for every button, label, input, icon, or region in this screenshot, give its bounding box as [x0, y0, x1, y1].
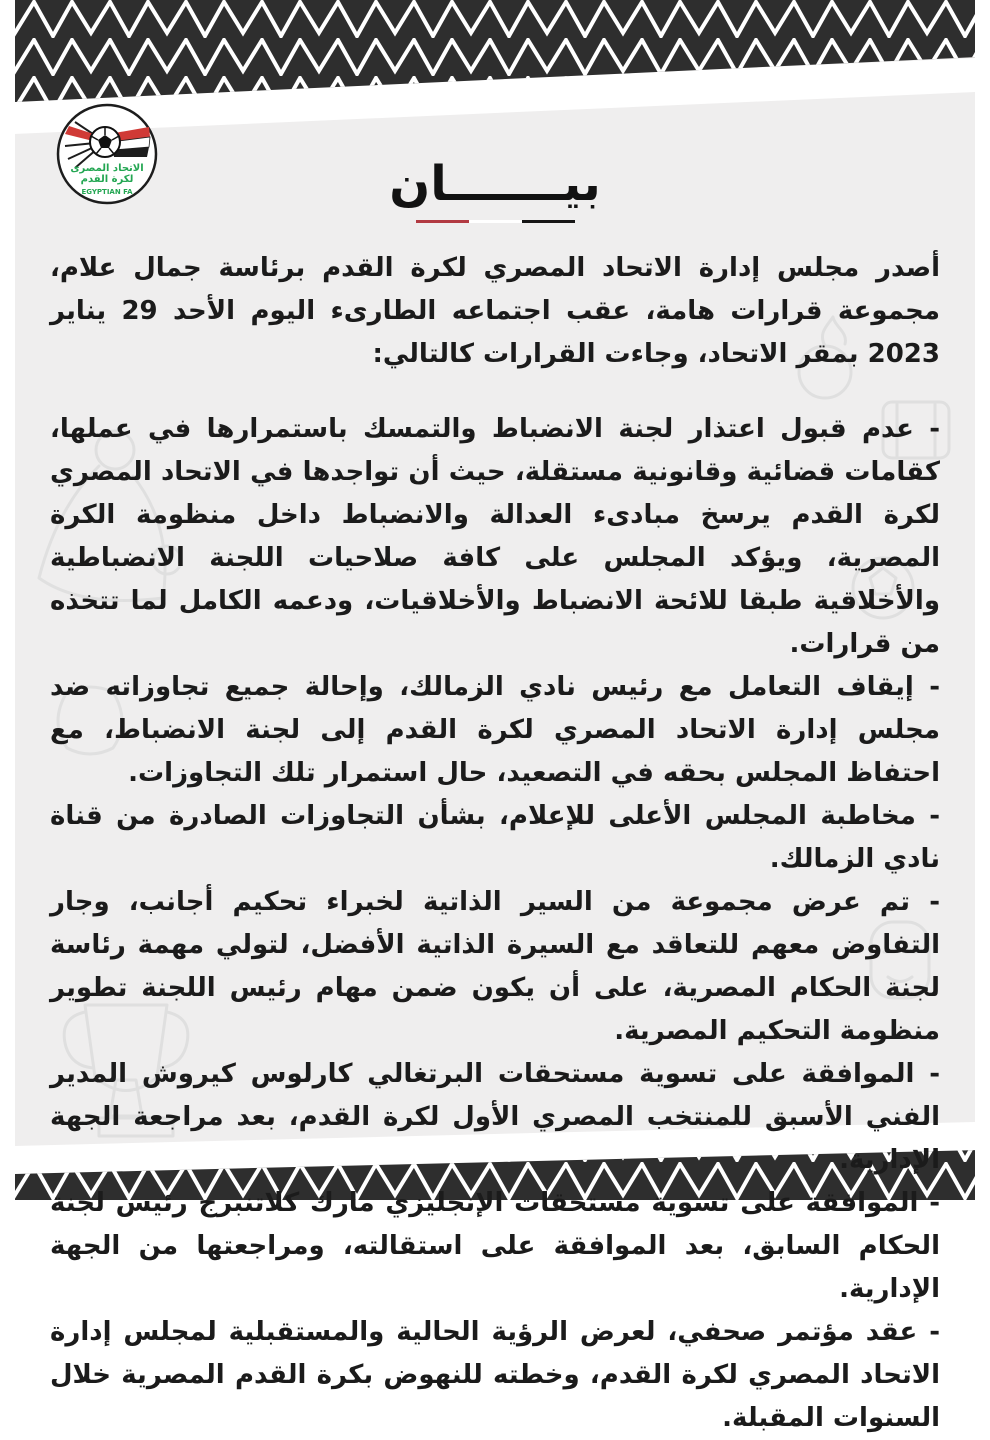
logo-arabic-name-line2: لكرة القدم — [80, 174, 134, 185]
decision-item: - إيقاف التعامل مع رئيس نادي الزمالك، وإحالة جميع تجاوزاته ضد مجلس إدارة الاتحاد المصري لكرة القدم إلى لجنة الانضباط، مع احتفاظ المجلس بحقه في التصعيد، حال استمرار تلك التجاوزات. — [50, 672, 940, 788]
flag-white-segment — [469, 220, 522, 223]
statement-card — [15, 0, 975, 1433]
flag-black-segment — [522, 220, 575, 223]
decision-item: - مخاطبة المجلس الأعلى للإعلام، بشأن التجاوزات الصادرة من قناة نادي الزمالك. — [50, 801, 940, 874]
statement-intro: أصدر مجلس إدارة الاتحاد المصري لكرة القدم برئاسة جمال علام، مجموعة قرارات هامة، عقب اجتماعه الطارىء اليوم الأحد 29 يناير 2023 بمقر الاتحاد، وجاءت القرارات كالتالي: — [50, 253, 940, 369]
logo-latin-name: EGYPTIAN FA — [81, 188, 133, 196]
decision-item: - عدم قبول اعتذار لجنة الانضباط والتمسك باستمرارها في عملها، كقامات قضائية وقانونية مستقلة، حيث أن تواجدها في الاتحاد المصري لكرة القدم يرسخ مبادىء العدالة والانضباط داخل منظومة الكرة المصرية، ويؤكد المجلس على كافة صلاحيات اللجنة الانضباطية والأخلاقية طبقا للائحة الانضباط والأخلاقيات، ودعمه الكامل لما تتخذه من قرارات. — [50, 414, 940, 659]
statement-body — [50, 247, 940, 1440]
decision-item: - الموافقة على تسوية مستحقات البرتغالي كارلوس كيروش المدير الفني الأسبق للمنتخب المصري الأول لكرة القدم، بعد مراجعة الجهة الإدارية. — [50, 1059, 940, 1175]
flag-red-segment — [416, 220, 469, 223]
flag-underline — [15, 220, 975, 223]
decision-item: - عقد مؤتمر صحفي، لعرض الرؤية الحالية والمستقبلية لمجلس إدارة الاتحاد المصري لكرة القدم، وخطته للنهوض بكرة القدم المصرية خلال السنوات المقبلة. — [50, 1317, 940, 1433]
decisions-list — [50, 408, 940, 1440]
decision-item: - تم عرض مجموعة من السير الذاتية لخبراء تحكيم أجانب، وجار التفاوض معهم للتعاقد مع السيرة الذاتية الأفضل، لتولي مهمة رئاسة لجنة الحكام المصرية، على أن يكون ضمن مهام رئيس اللجنة تطوير منظومة التحكيم المصرية. — [50, 887, 940, 1046]
decision-item: - الموافقة على تسوية مستحقات الإنجليزي مارك كلاتنبرج رئيس لجنة الحكام السابق، بعد الموافقة على استقالته، ومراجعتها من الجهة الإدارية. — [50, 1188, 940, 1304]
football-icon — [90, 127, 120, 157]
statement-header — [15, 156, 975, 223]
logo-arabic-name-line1: الاتحاد المصرى — [70, 163, 144, 174]
statement-title: بيـــــــان — [389, 156, 601, 212]
